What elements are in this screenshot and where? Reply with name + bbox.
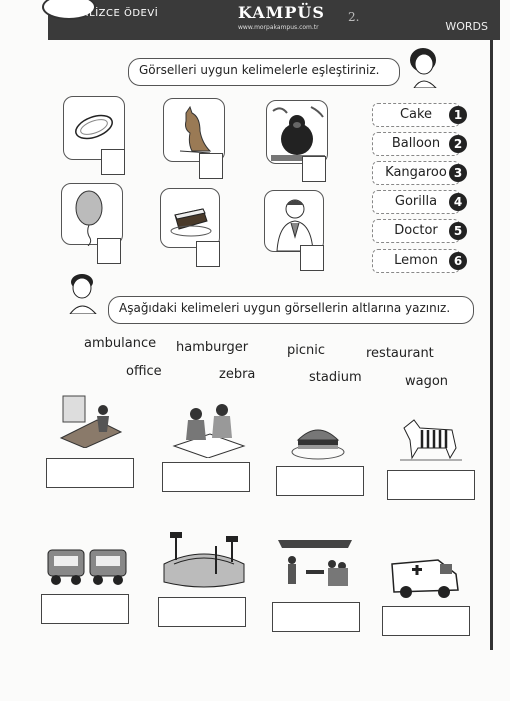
side-rule (490, 40, 493, 650)
instruction-match-text: Görselleri uygun kelimelerle eşleştiriniz. (139, 63, 380, 77)
word-bank-item: ambulance (84, 336, 157, 351)
woman-avatar-icon (406, 44, 440, 88)
write-box-hamburger[interactable] (276, 466, 364, 496)
card-cake (160, 188, 220, 248)
word-bank-item: wagon (405, 374, 449, 389)
page-number: 2. (348, 10, 360, 24)
word-number-badge: 2 (449, 135, 467, 153)
write-box-office[interactable] (46, 458, 134, 488)
brand-logo: KAMPÜS (238, 3, 325, 22)
header-bar (48, 0, 500, 40)
restaurant-picture-icon (272, 532, 358, 594)
word-bank-item: restaurant (366, 346, 434, 361)
word-number-badge: 5 (449, 222, 467, 240)
boy-avatar-icon (66, 270, 100, 314)
instruction-write-text: Aşağıdaki kelimeleri uygun görsellerin altlarına yazınız. (119, 301, 451, 315)
word-option: Cake (372, 103, 460, 127)
hamburger-picture-icon (290, 418, 346, 460)
cake-icon (161, 189, 221, 249)
header-subject: İNGİLİZCE ÖDEVİ (66, 8, 159, 19)
card-balloon (61, 183, 123, 245)
word-number-badge: 1 (449, 106, 467, 124)
wagon-picture-icon (44, 540, 130, 588)
instruction-write (108, 296, 474, 324)
word-bank-item: picnic (287, 343, 326, 358)
word-number-badge: 6 (449, 252, 467, 270)
word-number-badge: 3 (449, 164, 467, 182)
doctor-icon (265, 191, 325, 253)
write-box-picnic[interactable] (162, 462, 250, 492)
word-option: Gorilla (372, 190, 460, 214)
balloon-icon (62, 184, 124, 246)
write-box-stadium[interactable] (158, 597, 246, 627)
zebra-picture-icon (398, 414, 464, 462)
word-bank-item: office (126, 364, 162, 379)
card-doctor (264, 190, 324, 252)
card-gorilla (266, 100, 328, 164)
write-box-ambulance[interactable] (382, 606, 470, 636)
write-box-wagon[interactable] (41, 594, 129, 624)
answer-box-lemon[interactable] (101, 149, 125, 175)
write-box-zebra[interactable] (387, 470, 475, 500)
answer-box-kangaroo[interactable] (199, 153, 223, 179)
word-option: Balloon (372, 132, 460, 156)
word-bank-item: hamburger (176, 340, 249, 355)
word-option: Doctor (372, 219, 460, 243)
office-picture-icon (57, 392, 123, 448)
answer-box-doctor[interactable] (300, 245, 324, 271)
word-option: Kangaroo (372, 161, 460, 185)
ambulance-picture-icon (388, 550, 462, 602)
brand-url: www.morpakampus.com.tr (238, 24, 319, 31)
answer-box-cake[interactable] (196, 241, 220, 267)
picnic-picture-icon (170, 396, 246, 458)
word-number-badge: 4 (449, 193, 467, 211)
answer-box-balloon[interactable] (97, 238, 121, 264)
answer-box-gorilla[interactable] (302, 156, 326, 182)
word-bank-item: zebra (219, 367, 256, 382)
word-option: Lemon (372, 249, 460, 273)
instruction-match (128, 58, 400, 86)
word-bank-item: stadium (309, 370, 362, 385)
header-topic: WORDS (445, 20, 488, 33)
write-box-restaurant[interactable] (272, 602, 360, 632)
stadium-picture-icon (160, 530, 248, 592)
